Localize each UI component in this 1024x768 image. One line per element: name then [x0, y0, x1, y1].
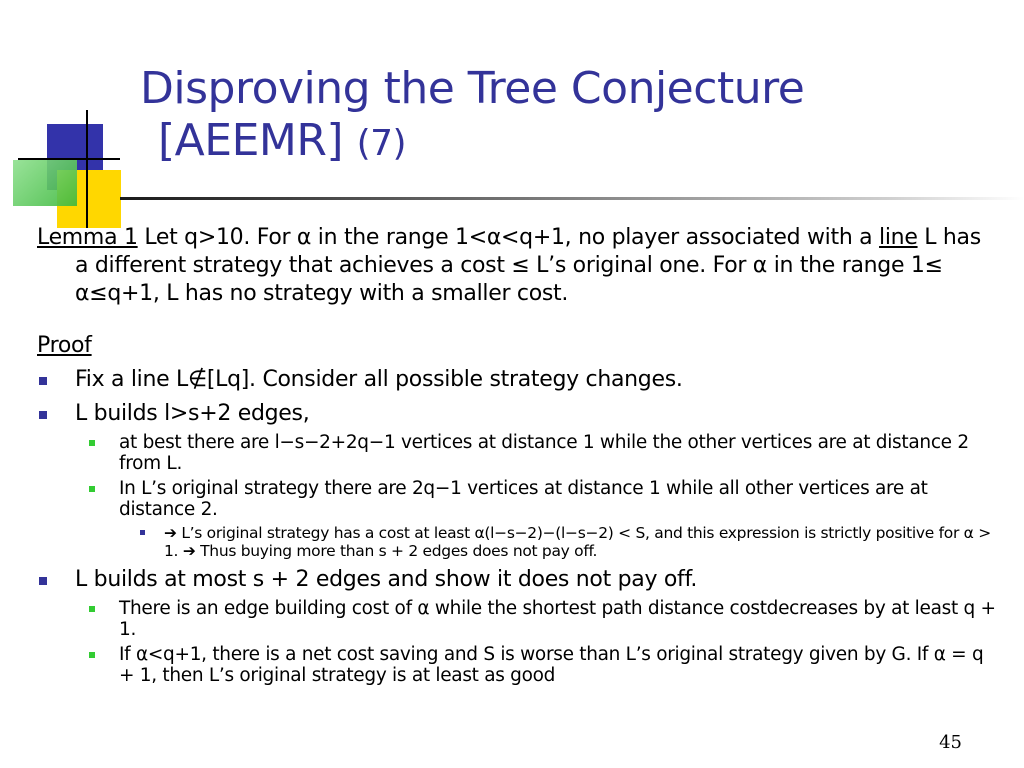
title-line2	[140, 116, 1000, 169]
title-citation: [AEEMR]	[158, 115, 344, 166]
bullet-builds-more: L builds l>s+2 edges,	[37, 400, 997, 428]
sub-bullet-edge-cost: There is an edge building cost of α while the shortest path distance costdecreases by at least q + 1.	[119, 598, 996, 640]
lemma-line-word: line	[879, 225, 918, 250]
proof-heading: Proof	[37, 333, 92, 358]
decor-green-square	[13, 160, 77, 206]
lemma-text-part2: L has a different strategy that achieves a cost ≤ L’s original one. For α in the range 1≤ α≤q+1, L has no strategy with a smaller cost.	[75, 225, 981, 306]
title-part-number: (7)	[356, 123, 407, 164]
sub-bullet-original-strategy: In L’s original strategy there are 2q−1 vertices at distance 1 while all other vertices are at distance 2.	[119, 478, 997, 520]
bullet-builds-at-most: L builds at most s + 2 edges and show it does not pay off.	[37, 566, 997, 594]
slide-title	[140, 64, 1000, 169]
sub-sub-bullet-cost: ➔ L’s original strategy has a cost at least α(l−s−2)−(l−s−2) < S, and this expression is strictly positive for α > 1. ➔ Thus buying more than s + 2 edges does not pay off.	[164, 524, 997, 560]
decor-horizontal-line	[18, 158, 120, 160]
slide-body	[37, 224, 997, 686]
lemma-text-part1: Let q>10. For α in the range 1<α<q+1, no player associated with a	[144, 225, 873, 250]
lemma-statement	[37, 224, 997, 308]
decor-vertical-line	[86, 110, 88, 228]
title-divider	[120, 197, 1024, 200]
title-line1: Disproving the Tree Conjecture	[140, 63, 805, 114]
lemma-label: Lemma 1	[37, 225, 138, 250]
page-number: 45	[939, 732, 962, 753]
sub-bullet-at-best: at best there are l−s−2+2q−1 vertices at distance 1 while the other vertices are at distance 2 from L.	[119, 432, 997, 474]
sub-bullet-net-saving: If α<q+1, there is a net cost saving and S is worse than L’s original strategy given by G. If α = q + 1, then L’s original strategy is at least as good	[119, 644, 997, 686]
bullet-fix-line: Fix a line L∉[Lq]. Consider all possible strategy changes.	[37, 366, 997, 394]
